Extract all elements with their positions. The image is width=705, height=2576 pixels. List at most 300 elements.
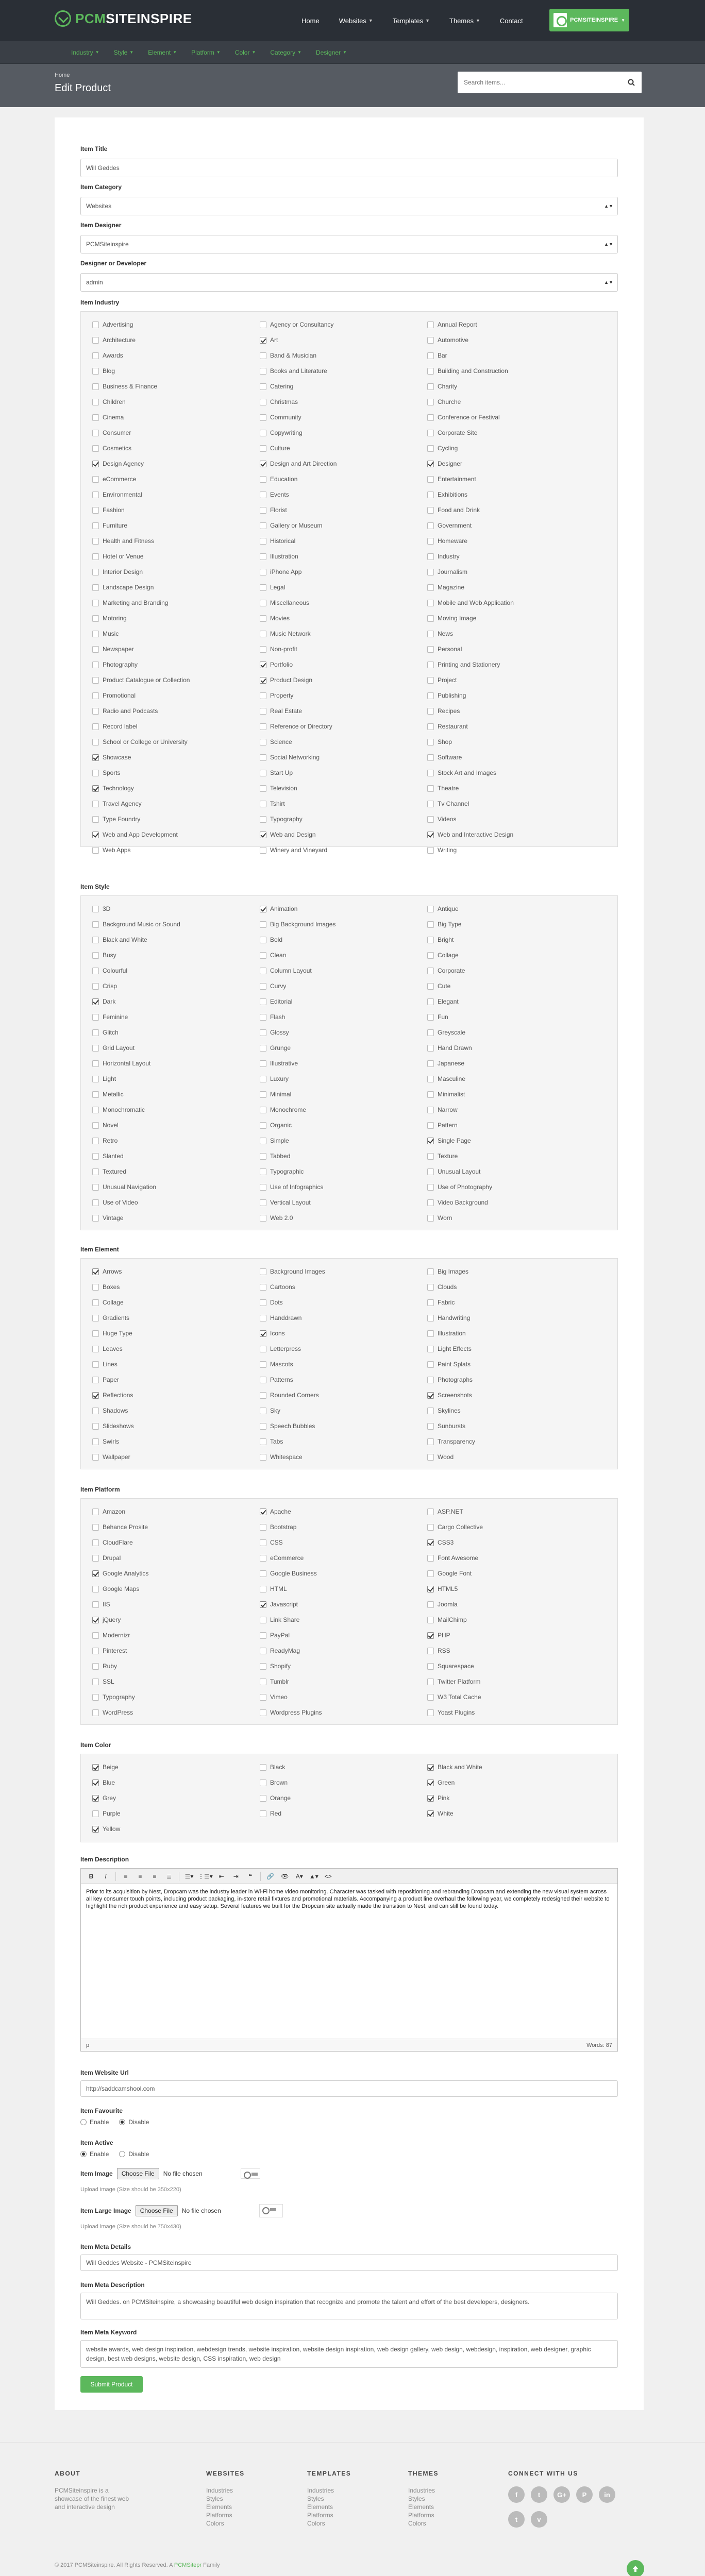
checkbox-box[interactable]	[427, 1555, 434, 1562]
checkbox-box[interactable]	[427, 1764, 434, 1771]
checkbox-box[interactable]	[427, 1617, 434, 1623]
element-checkbox[interactable]	[92, 1418, 260, 1434]
checkbox-box[interactable]	[92, 692, 99, 699]
checkbox-box[interactable]	[92, 1299, 99, 1306]
subnav-item-element[interactable]	[148, 49, 177, 56]
industry-checkbox[interactable]	[427, 317, 595, 332]
checkbox-box[interactable]	[427, 1795, 434, 1802]
checkbox-box[interactable]	[260, 708, 266, 715]
numbered-list-icon[interactable]: ⋮☰▾	[198, 1872, 213, 1880]
checkbox-box[interactable]	[427, 1346, 434, 1352]
checkbox-box[interactable]	[92, 600, 99, 606]
checkbox-box[interactable]	[92, 847, 99, 854]
style-checkbox[interactable]	[92, 932, 260, 947]
checkbox-box[interactable]	[260, 1617, 266, 1623]
style-checkbox[interactable]	[427, 932, 595, 947]
devdesigner-select[interactable]	[80, 273, 618, 292]
industry-checkbox[interactable]	[260, 456, 427, 471]
checkbox-box[interactable]	[260, 847, 266, 854]
checkbox-box[interactable]	[427, 998, 434, 1005]
platform-checkbox[interactable]	[92, 1535, 260, 1550]
checkbox-box[interactable]	[260, 1076, 266, 1082]
preview-icon[interactable]: 👁	[281, 1872, 289, 1880]
checkbox-box[interactable]	[260, 1679, 266, 1685]
checkbox-box[interactable]	[260, 968, 266, 974]
platform-checkbox[interactable]	[427, 1597, 595, 1612]
checkbox-box[interactable]	[260, 1168, 266, 1175]
meta-description-textarea[interactable]: Will Geddes. on PCMSiteinspire, a showcasing beautiful web design inspiration that recognize and promote the talent and effort of the best developers, designers.	[80, 2293, 618, 2319]
style-checkbox[interactable]	[427, 1164, 595, 1179]
checkbox-box[interactable]	[427, 1601, 434, 1608]
checkbox-box[interactable]	[92, 1392, 99, 1399]
checkbox-box[interactable]	[92, 1617, 99, 1623]
checkbox-box[interactable]	[427, 785, 434, 792]
checkbox-box[interactable]	[92, 785, 99, 792]
industry-checkbox[interactable]	[92, 487, 260, 502]
checkbox-box[interactable]	[260, 1555, 266, 1562]
platform-checkbox[interactable]	[427, 1581, 595, 1597]
industry-checkbox[interactable]	[92, 580, 260, 595]
nav-item-websites[interactable]	[329, 17, 383, 25]
industry-checkbox[interactable]	[427, 688, 595, 703]
industry-checkbox[interactable]	[260, 595, 427, 611]
element-checkbox[interactable]	[260, 1434, 427, 1449]
checkbox-box[interactable]	[260, 662, 266, 668]
align-center-icon[interactable]: ≡	[138, 1872, 142, 1880]
checkbox-box[interactable]	[260, 1438, 266, 1445]
checkbox-box[interactable]	[260, 801, 266, 807]
industry-checkbox[interactable]	[92, 657, 260, 672]
element-checkbox[interactable]	[260, 1449, 427, 1465]
industry-checkbox[interactable]	[92, 518, 260, 533]
checkbox-box[interactable]	[427, 368, 434, 375]
checkbox-box[interactable]	[92, 1632, 99, 1639]
industry-checkbox[interactable]	[92, 688, 260, 703]
checkbox-box[interactable]	[92, 1091, 99, 1098]
checkbox-box[interactable]	[92, 1423, 99, 1430]
industry-checkbox[interactable]	[427, 456, 595, 471]
checkbox-box[interactable]	[92, 801, 99, 807]
industry-checkbox[interactable]	[260, 626, 427, 641]
checkbox-box[interactable]	[260, 615, 266, 622]
favourite-enable-radio[interactable]	[80, 2119, 109, 2126]
checkbox-box[interactable]	[92, 368, 99, 375]
checkbox-box[interactable]	[427, 1045, 434, 1052]
style-checkbox[interactable]	[427, 978, 595, 994]
checkbox-box[interactable]	[260, 538, 266, 545]
platform-checkbox[interactable]	[260, 1628, 427, 1643]
checkbox-box[interactable]	[427, 1709, 434, 1716]
platform-checkbox[interactable]	[427, 1689, 595, 1705]
italic-icon[interactable]: I	[105, 1872, 107, 1880]
style-checkbox[interactable]	[92, 1056, 260, 1071]
industry-checkbox[interactable]	[427, 657, 595, 672]
checkbox-box[interactable]	[427, 754, 434, 761]
checkbox-box[interactable]	[427, 1454, 434, 1461]
color-checkbox[interactable]	[92, 1790, 260, 1806]
style-checkbox[interactable]	[427, 1148, 595, 1164]
industry-checkbox[interactable]	[260, 363, 427, 379]
style-checkbox[interactable]	[92, 1025, 260, 1040]
checkbox-box[interactable]	[427, 1107, 434, 1113]
checkbox-box[interactable]	[260, 1780, 266, 1786]
style-checkbox[interactable]	[260, 1210, 427, 1226]
industry-checkbox[interactable]	[92, 811, 260, 827]
checkbox-box[interactable]	[92, 906, 99, 912]
checkbox-box[interactable]	[92, 770, 99, 776]
style-checkbox[interactable]	[260, 978, 427, 994]
checkbox-box[interactable]	[427, 1570, 434, 1577]
checkbox-box[interactable]	[427, 1060, 434, 1067]
industry-checkbox[interactable]	[260, 703, 427, 719]
bold-icon[interactable]: B	[89, 1872, 94, 1880]
checkbox-box[interactable]	[427, 677, 434, 684]
checkbox-box[interactable]	[260, 1377, 266, 1383]
link-icon[interactable]: 🔗	[266, 1872, 275, 1880]
search-icon[interactable]	[621, 72, 642, 93]
industry-checkbox[interactable]	[260, 502, 427, 518]
checkbox-box[interactable]	[260, 337, 266, 344]
element-checkbox[interactable]	[260, 1341, 427, 1357]
style-checkbox[interactable]	[92, 917, 260, 932]
checkbox-box[interactable]	[260, 1107, 266, 1113]
checkbox-box[interactable]	[92, 522, 99, 529]
checkbox-box[interactable]	[92, 1408, 99, 1414]
footer-link[interactable]: Elements	[408, 2503, 434, 2511]
checkbox-box[interactable]	[92, 1215, 99, 1222]
style-checkbox[interactable]	[260, 1025, 427, 1040]
checkbox-box[interactable]	[92, 1509, 99, 1515]
checkbox-box[interactable]	[260, 1346, 266, 1352]
industry-checkbox[interactable]	[427, 672, 595, 688]
industry-checkbox[interactable]	[427, 363, 595, 379]
industry-checkbox[interactable]	[92, 626, 260, 641]
checkbox-box[interactable]	[92, 983, 99, 990]
checkbox-box[interactable]	[427, 1377, 434, 1383]
industry-checkbox[interactable]	[260, 781, 427, 796]
checkbox-box[interactable]	[260, 1014, 266, 1021]
checkbox-box[interactable]	[427, 507, 434, 514]
color-checkbox[interactable]	[260, 1806, 427, 1821]
checkbox-box[interactable]	[427, 1029, 434, 1036]
checkbox-box[interactable]	[92, 1029, 99, 1036]
checkbox-box[interactable]	[92, 430, 99, 436]
style-checkbox[interactable]	[427, 1071, 595, 1087]
checkbox-box[interactable]	[92, 476, 99, 483]
industry-checkbox[interactable]	[427, 626, 595, 641]
industry-checkbox[interactable]	[427, 549, 595, 564]
element-checkbox[interactable]	[92, 1295, 260, 1310]
subnav-item-category[interactable]	[270, 49, 301, 56]
checkbox-box[interactable]	[427, 445, 434, 452]
industry-checkbox[interactable]	[427, 765, 595, 781]
checkbox-box[interactable]	[427, 937, 434, 943]
checkbox-box[interactable]	[260, 937, 266, 943]
industry-checkbox[interactable]	[92, 363, 260, 379]
platform-checkbox[interactable]	[92, 1504, 260, 1519]
platform-checkbox[interactable]	[92, 1628, 260, 1643]
checkbox-box[interactable]	[260, 754, 266, 761]
industry-checkbox[interactable]	[260, 332, 427, 348]
style-checkbox[interactable]	[427, 963, 595, 978]
nav-item-contact[interactable]	[490, 17, 533, 25]
checkbox-box[interactable]	[427, 1315, 434, 1321]
industry-checkbox[interactable]	[427, 611, 595, 626]
checkbox-box[interactable]	[92, 832, 99, 838]
checkbox-box[interactable]	[260, 1454, 266, 1461]
checkbox-box[interactable]	[260, 1184, 266, 1191]
industry-checkbox[interactable]	[427, 811, 595, 827]
style-checkbox[interactable]	[92, 1009, 260, 1025]
industry-checkbox[interactable]	[260, 842, 427, 858]
checkbox-box[interactable]	[92, 677, 99, 684]
checkbox-box[interactable]	[427, 414, 434, 421]
element-checkbox[interactable]	[92, 1372, 260, 1387]
checkbox-box[interactable]	[427, 952, 434, 959]
checkbox-box[interactable]	[92, 1764, 99, 1771]
checkbox-box[interactable]	[260, 1601, 266, 1608]
checkbox-box[interactable]	[92, 1648, 99, 1654]
checkbox-box[interactable]	[92, 321, 99, 328]
meta-keyword-textarea[interactable]: website awards, web design inspiration, webdesign trends, website inspiration, website design inspiration, web design gallery, web design, webdesign, inspiration, web designer, graphic design, best web designs, website design, CSS inspiration, web design	[80, 2340, 618, 2368]
industry-checkbox[interactable]	[92, 796, 260, 811]
checkbox-box[interactable]	[427, 723, 434, 730]
checkbox-box[interactable]	[427, 615, 434, 622]
style-checkbox[interactable]	[260, 994, 427, 1009]
element-checkbox[interactable]	[92, 1326, 260, 1341]
checkbox-box[interactable]	[427, 968, 434, 974]
element-checkbox[interactable]	[260, 1372, 427, 1387]
checkbox-box[interactable]	[260, 1764, 266, 1771]
checkbox-box[interactable]	[427, 1632, 434, 1639]
platform-checkbox[interactable]	[92, 1705, 260, 1720]
checkbox-box[interactable]	[92, 646, 99, 653]
checkbox-box[interactable]	[427, 569, 434, 575]
style-checkbox[interactable]	[260, 1040, 427, 1056]
checkbox-box[interactable]	[92, 1199, 99, 1206]
color-checkbox[interactable]	[92, 1775, 260, 1790]
checkbox-box[interactable]	[260, 998, 266, 1005]
copyright-brand[interactable]: PCMSitepr	[174, 2562, 202, 2568]
platform-checkbox[interactable]	[260, 1519, 427, 1535]
style-checkbox[interactable]	[427, 901, 595, 917]
style-checkbox[interactable]	[427, 917, 595, 932]
industry-checkbox[interactable]	[427, 781, 595, 796]
style-checkbox[interactable]	[260, 1179, 427, 1195]
style-checkbox[interactable]	[92, 1195, 260, 1210]
checkbox-box[interactable]	[427, 692, 434, 699]
industry-checkbox[interactable]	[92, 734, 260, 750]
checkbox-box[interactable]	[260, 1648, 266, 1654]
industry-checkbox[interactable]	[92, 410, 260, 425]
style-checkbox[interactable]	[260, 963, 427, 978]
color-checkbox[interactable]	[92, 1759, 260, 1775]
checkbox-box[interactable]	[260, 1299, 266, 1306]
platform-checkbox[interactable]	[92, 1597, 260, 1612]
platform-checkbox[interactable]	[92, 1550, 260, 1566]
footer-link[interactable]: Colors	[307, 2520, 325, 2527]
color-checkbox[interactable]	[427, 1775, 595, 1790]
industry-checkbox[interactable]	[92, 765, 260, 781]
industry-checkbox[interactable]	[92, 533, 260, 549]
website-input[interactable]	[80, 2080, 618, 2097]
checkbox-box[interactable]	[427, 801, 434, 807]
checkbox-box[interactable]	[92, 631, 99, 637]
industry-checkbox[interactable]	[260, 641, 427, 657]
checkbox-box[interactable]	[260, 522, 266, 529]
element-checkbox[interactable]	[260, 1418, 427, 1434]
checkbox-box[interactable]	[260, 1423, 266, 1430]
checkbox-box[interactable]	[427, 1539, 434, 1546]
tumblr-icon[interactable]: t	[508, 2511, 525, 2528]
checkbox-box[interactable]	[92, 937, 99, 943]
checkbox-box[interactable]	[427, 1663, 434, 1670]
meta-details-input[interactable]	[80, 2255, 618, 2271]
checkbox-box[interactable]	[92, 739, 99, 745]
checkbox-box[interactable]	[427, 1509, 434, 1515]
checkbox-box[interactable]	[260, 476, 266, 483]
platform-checkbox[interactable]	[427, 1658, 595, 1674]
industry-checkbox[interactable]	[92, 379, 260, 394]
checkbox-box[interactable]	[260, 1408, 266, 1414]
checkbox-box[interactable]	[260, 1153, 266, 1160]
checkbox-box[interactable]	[260, 631, 266, 637]
industry-checkbox[interactable]	[92, 425, 260, 440]
checkbox-box[interactable]	[427, 1076, 434, 1082]
checkbox-box[interactable]	[92, 1122, 99, 1129]
checkbox-box[interactable]	[427, 1153, 434, 1160]
checkbox-box[interactable]	[92, 1539, 99, 1546]
style-checkbox[interactable]	[92, 947, 260, 963]
checkbox-box[interactable]	[260, 569, 266, 575]
checkbox-box[interactable]	[260, 646, 266, 653]
nav-item-themes[interactable]	[440, 17, 490, 25]
style-checkbox[interactable]	[427, 1009, 595, 1025]
checkbox-box[interactable]	[260, 321, 266, 328]
checkbox-box[interactable]	[427, 1423, 434, 1430]
checkbox-box[interactable]	[260, 383, 266, 390]
checkbox-box[interactable]	[260, 507, 266, 514]
subnav-item-industry[interactable]	[71, 49, 99, 56]
style-checkbox[interactable]	[92, 901, 260, 917]
designer-select[interactable]	[80, 235, 618, 253]
platform-checkbox[interactable]	[260, 1689, 427, 1705]
checkbox-box[interactable]	[260, 1215, 266, 1222]
checkbox-box[interactable]	[92, 553, 99, 560]
element-checkbox[interactable]	[427, 1341, 595, 1357]
style-checkbox[interactable]	[260, 917, 427, 932]
industry-checkbox[interactable]	[427, 471, 595, 487]
industry-checkbox[interactable]	[427, 796, 595, 811]
checkbox-box[interactable]	[427, 847, 434, 854]
checkbox-box[interactable]	[92, 1524, 99, 1531]
industry-checkbox[interactable]	[260, 672, 427, 688]
linkedin-icon[interactable]: in	[599, 2486, 615, 2503]
industry-checkbox[interactable]	[260, 518, 427, 533]
checkbox-box[interactable]	[427, 383, 434, 390]
platform-checkbox[interactable]	[92, 1689, 260, 1705]
element-checkbox[interactable]	[92, 1449, 260, 1465]
color-checkbox[interactable]	[427, 1759, 595, 1775]
favourite-disable-radio[interactable]	[119, 2119, 149, 2126]
active-enable-radio[interactable]	[80, 2150, 109, 2158]
color-checkbox[interactable]	[92, 1821, 260, 1837]
platform-checkbox[interactable]	[260, 1612, 427, 1628]
platform-checkbox[interactable]	[92, 1612, 260, 1628]
checkbox-box[interactable]	[427, 1780, 434, 1786]
style-checkbox[interactable]	[92, 963, 260, 978]
style-checkbox[interactable]	[427, 1025, 595, 1040]
checkbox-box[interactable]	[427, 1330, 434, 1337]
industry-checkbox[interactable]	[92, 471, 260, 487]
checkbox-box[interactable]	[427, 522, 434, 529]
industry-checkbox[interactable]	[92, 564, 260, 580]
industry-checkbox[interactable]	[427, 842, 595, 858]
platform-checkbox[interactable]	[260, 1643, 427, 1658]
platform-checkbox[interactable]	[427, 1566, 595, 1581]
style-checkbox[interactable]	[427, 1117, 595, 1133]
pinterest-icon[interactable]: P	[576, 2486, 593, 2503]
checkbox-box[interactable]	[92, 1330, 99, 1337]
element-checkbox[interactable]	[92, 1403, 260, 1418]
text-color-icon[interactable]: A▾	[295, 1872, 303, 1880]
checkbox-box[interactable]	[427, 399, 434, 405]
checkbox-box[interactable]	[427, 646, 434, 653]
style-checkbox[interactable]	[427, 1040, 595, 1056]
industry-checkbox[interactable]	[260, 827, 427, 842]
industry-checkbox[interactable]	[427, 394, 595, 410]
industry-checkbox[interactable]	[427, 580, 595, 595]
editor-content[interactable]: Prior to its acquisition by Nest, Dropcam was the industry leader in Wi-Fi home video monitoring. Character was tasked with repositioning and rebranding Dropcam and extending the new visual system across all key consumer touch points, including product packaging, in-store retail fixtures and promotional materials. Accompanying a product line overhaul the following year, we completely redesigned their website to highlight the rich product experience and easy setup. Several features we built for the Dropcam site actually made the transition to Nest, and can still be found today.	[86, 1889, 610, 1909]
industry-checkbox[interactable]	[92, 440, 260, 456]
checkbox-box[interactable]	[92, 1107, 99, 1113]
industry-checkbox[interactable]	[92, 348, 260, 363]
search-input[interactable]	[458, 72, 621, 93]
checkbox-box[interactable]	[92, 569, 99, 575]
align-justify-icon[interactable]: ≣	[166, 1872, 172, 1880]
checkbox-box[interactable]	[260, 832, 266, 838]
checkbox-box[interactable]	[260, 816, 266, 823]
element-checkbox[interactable]	[427, 1326, 595, 1341]
checkbox-box[interactable]	[427, 1648, 434, 1654]
platform-checkbox[interactable]	[260, 1674, 427, 1689]
checkbox-box[interactable]	[92, 399, 99, 405]
industry-checkbox[interactable]	[260, 348, 427, 363]
checkbox-box[interactable]	[92, 1810, 99, 1817]
checkbox-box[interactable]	[260, 430, 266, 436]
checkbox-box[interactable]	[260, 1122, 266, 1129]
checkbox-box[interactable]	[260, 445, 266, 452]
checkbox-box[interactable]	[427, 1438, 434, 1445]
checkbox-box[interactable]	[92, 1601, 99, 1608]
checkbox-box[interactable]	[92, 584, 99, 591]
checkbox-box[interactable]	[427, 430, 434, 436]
site-logo[interactable]	[55, 10, 192, 27]
element-checkbox[interactable]	[92, 1434, 260, 1449]
checkbox-box[interactable]	[427, 1694, 434, 1701]
checkbox-box[interactable]	[427, 1524, 434, 1531]
style-checkbox[interactable]	[260, 1133, 427, 1148]
industry-checkbox[interactable]	[260, 379, 427, 394]
checkbox-box[interactable]	[427, 538, 434, 545]
element-checkbox[interactable]	[427, 1310, 595, 1326]
platform-checkbox[interactable]	[92, 1674, 260, 1689]
platform-checkbox[interactable]	[427, 1674, 595, 1689]
checkbox-box[interactable]	[92, 1138, 99, 1144]
checkbox-box[interactable]	[260, 1632, 266, 1639]
subnav-item-style[interactable]	[114, 49, 134, 56]
element-checkbox[interactable]	[427, 1403, 595, 1418]
